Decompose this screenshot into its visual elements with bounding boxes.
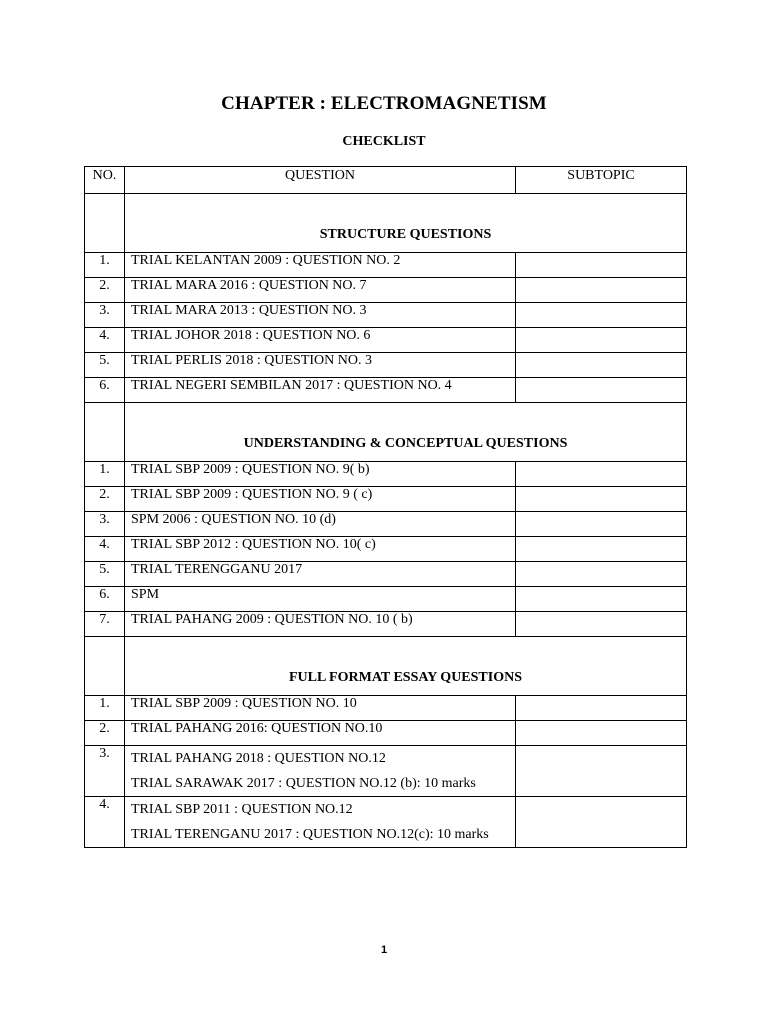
row-number: 4. — [85, 328, 125, 353]
table-row — [85, 562, 687, 587]
row-subtopic — [516, 328, 687, 353]
table-row — [85, 487, 687, 512]
table-row — [85, 378, 687, 403]
question-line: TRIAL SBP 2011 : QUESTION NO.12 — [131, 802, 353, 817]
table-row — [85, 797, 687, 848]
section-title: UNDERSTANDING & CONCEPTUAL QUESTIONS — [125, 403, 687, 462]
question-line: TRIAL TERENGANU 2017 : QUESTION NO.12(c): 10 marks — [131, 827, 489, 842]
row-question — [125, 328, 516, 353]
row-subtopic — [516, 303, 687, 328]
row-number: 2. — [85, 278, 125, 303]
row-subtopic — [516, 253, 687, 278]
row-number: 6. — [85, 378, 125, 403]
row-number: 3. — [85, 303, 125, 328]
row-number: 7. — [85, 612, 125, 637]
row-number: 2. — [85, 721, 125, 746]
table-row — [85, 278, 687, 303]
section-header-row — [85, 194, 687, 253]
table-row — [85, 721, 687, 746]
row-subtopic — [516, 378, 687, 403]
table-row — [85, 537, 687, 562]
page-number: 1 — [380, 944, 388, 956]
section-blank-cell — [85, 194, 125, 253]
question-line: TRIAL PAHANG 2009 : QUESTION NO. 10 ( b) — [131, 612, 413, 627]
section-blank-cell — [85, 637, 125, 696]
question-line: TRIAL NEGERI SEMBILAN 2017 : QUESTION NO. 4 — [131, 378, 452, 393]
row-subtopic — [516, 696, 687, 721]
checklist-table — [84, 166, 687, 848]
row-question — [125, 487, 516, 512]
row-question — [125, 278, 516, 303]
row-question — [125, 562, 516, 587]
header-no: NO. — [85, 167, 125, 194]
question-line: TRIAL PERLIS 2018 : QUESTION NO. 3 — [131, 353, 372, 368]
row-subtopic — [516, 537, 687, 562]
row-question — [125, 462, 516, 487]
table-row — [85, 253, 687, 278]
row-number: 4. — [85, 797, 125, 848]
row-question — [125, 696, 516, 721]
row-subtopic — [516, 278, 687, 303]
question-line: TRIAL SBP 2009 : QUESTION NO. 10 — [131, 696, 357, 711]
row-number: 5. — [85, 562, 125, 587]
row-question — [125, 512, 516, 537]
row-subtopic — [516, 353, 687, 378]
table-row — [85, 303, 687, 328]
row-question — [125, 612, 516, 637]
table-row — [85, 328, 687, 353]
question-line: TRIAL SBP 2009 : QUESTION NO. 9( b) — [131, 462, 370, 477]
row-number: 1. — [85, 696, 125, 721]
row-question — [125, 587, 516, 612]
header-question: QUESTION — [125, 167, 516, 194]
row-question — [125, 378, 516, 403]
table-row — [85, 587, 687, 612]
row-question — [125, 303, 516, 328]
checklist-table-body — [85, 167, 687, 848]
section-title: FULL FORMAT ESSAY QUESTIONS — [125, 637, 687, 696]
question-line: SPM — [131, 587, 160, 602]
row-subtopic — [516, 462, 687, 487]
section-header-row — [85, 403, 687, 462]
row-subtopic — [516, 512, 687, 537]
question-line: TRIAL TERENGGANU 2017 — [131, 562, 303, 577]
question-line: TRIAL KELANTAN 2009 : QUESTION NO. 2 — [131, 253, 401, 268]
question-line: TRIAL SBP 2012 : QUESTION NO. 10( c) — [131, 537, 376, 552]
row-subtopic — [516, 587, 687, 612]
row-number: 1. — [85, 462, 125, 487]
row-question — [125, 353, 516, 378]
section-blank-cell — [85, 403, 125, 462]
row-subtopic — [516, 721, 687, 746]
row-question — [125, 797, 516, 848]
question-line: TRIAL JOHOR 2018 : QUESTION NO. 6 — [131, 328, 371, 343]
row-number: 3. — [85, 512, 125, 537]
row-number: 2. — [85, 487, 125, 512]
row-subtopic — [516, 487, 687, 512]
table-row — [85, 462, 687, 487]
table-row — [85, 746, 687, 797]
row-number: 5. — [85, 353, 125, 378]
table-row — [85, 353, 687, 378]
row-number: 6. — [85, 587, 125, 612]
question-line: TRIAL PAHANG 2016: QUESTION NO.10 — [131, 721, 383, 736]
row-number: 3. — [85, 746, 125, 797]
section-title: STRUCTURE QUESTIONS — [125, 194, 687, 253]
row-subtopic — [516, 746, 687, 797]
question-line: TRIAL PAHANG 2018 : QUESTION NO.12 — [131, 751, 386, 766]
section-header-row — [85, 637, 687, 696]
question-line: TRIAL SARAWAK 2017 : QUESTION NO.12 (b): 10 marks — [131, 776, 476, 791]
row-number: 4. — [85, 537, 125, 562]
row-question — [125, 746, 516, 797]
table-header-row — [85, 167, 687, 194]
row-subtopic — [516, 612, 687, 637]
header-subtopic: SUBTOPIC — [516, 167, 687, 194]
row-question — [125, 537, 516, 562]
question-line: TRIAL SBP 2009 : QUESTION NO. 9 ( c) — [131, 487, 373, 502]
table-row — [85, 696, 687, 721]
question-line: SPM 2006 : QUESTION NO. 10 (d) — [131, 512, 336, 527]
question-line: TRIAL MARA 2016 : QUESTION NO. 7 — [131, 278, 367, 293]
document-title: CHAPTER : ELECTROMAGNETISM — [221, 93, 547, 114]
row-question — [125, 721, 516, 746]
question-line: TRIAL MARA 2013 : QUESTION NO. 3 — [131, 303, 367, 318]
row-subtopic — [516, 562, 687, 587]
row-number: 1. — [85, 253, 125, 278]
document-subtitle: CHECKLIST — [342, 134, 426, 149]
table-row — [85, 512, 687, 537]
table-row — [85, 612, 687, 637]
row-question — [125, 253, 516, 278]
row-subtopic — [516, 797, 687, 848]
